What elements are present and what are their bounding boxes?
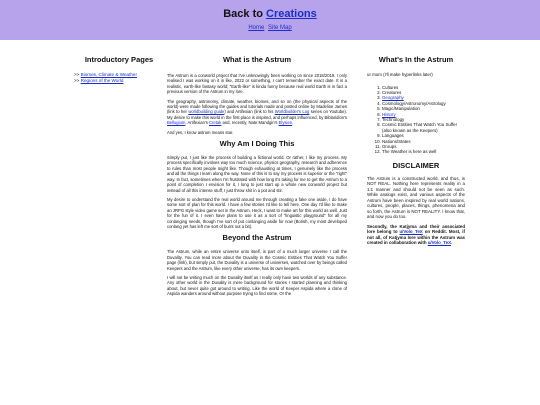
text: The geography, astronomy, climate, weather, biomes, and so on (the physical aspects of the world) were made following the guides and tutorials made and posted online by Madeline James (link to her xyxy=(167,98,347,115)
intro-pages-list xyxy=(74,72,164,84)
why-heading: Why Am I Doing This xyxy=(219,139,295,149)
text: . xyxy=(451,240,453,246)
paragraph: The Astrum is a conworld project that I've unknowingly been working on since 2018/2019. I only realised I was working on it in like, 2022 or something, I can't remember the exact date. It is a realistic, earth-like fantasy world; "Earth-like" is kinda funny because real world Earth is in fact a previous version of the Astrum in my lore. xyxy=(167,73,347,95)
worldbuilding-guide-link[interactable]: worldbuilding guide xyxy=(188,109,225,115)
list-item: 4. Cosmology/Astronomy/Astrology xyxy=(382,101,465,106)
intro-page-prefix: >> xyxy=(74,72,81,77)
right-sidebar xyxy=(367,55,465,250)
header-title-prefix: Back to xyxy=(223,8,267,20)
paragraph: Simply put, I just like the process of building a fictional world. Or rather, I like my process. My process specifically involves way too much science, physics geography, research and adherence to rules than most people might like. Though exhausting at times, I genuinely like the process and all the things I learn along the way. None of this is to say my process is superior or the "right" way. In fact, sometimes when I'm frustrated with how long it's taking for me to get the Astrum to a point of completion I envision for it, I long to just start up a whole new conworld project but instead of all this intense stuff, I just throw shit in a pot and stir. xyxy=(167,155,347,193)
paragraph: My desire to understand the real world around me through creating a fake one aside, I do have some sort of plan for this world. I have a few stories I'd like to tell here. One day I'd like to make an JRPG style video game set in the Astrum. Heck, I want to make art for this world as well. Just for the fun of it. I even have plans to use it as a sort of "linguistic playground" for all my conlanging needs, though I've sort of put conlanging aside for now (Borish, my most developed conlang yet has left me sort of burnt out a bit). xyxy=(167,196,347,229)
contents-heading: What's In the Astrum xyxy=(378,55,454,64)
text: , Artifexian's xyxy=(185,120,209,126)
intro-page-item xyxy=(74,78,164,84)
header-banner xyxy=(0,0,540,40)
biomes-link[interactable]: Biomes, Climate & Weather xyxy=(80,72,137,77)
list-item: 12. The Weather is here as well xyxy=(382,149,465,154)
paragraph-inspirations xyxy=(167,99,347,126)
text: series on Youtube). My desire to make this world in the first place is inspired, and perhaps influenced, by Biblaridion's xyxy=(167,109,347,120)
list-item: 11. Groups xyxy=(382,144,465,149)
contents-list xyxy=(367,85,465,155)
home-link[interactable]: Home xyxy=(248,25,265,31)
disclaimer-heading: DISCLAIMER xyxy=(392,160,440,170)
text: ) and Artifexian (link to his xyxy=(224,109,275,115)
list-item: 9. Languages xyxy=(382,133,465,138)
list-item: 8. Cosmic Entities That Watch You Suffer (also known as the Keepers) xyxy=(382,122,465,133)
site-map-link[interactable]: Site Map xyxy=(268,25,292,31)
main-content xyxy=(167,55,347,301)
header-nav xyxy=(0,24,540,32)
text: . xyxy=(292,120,294,126)
text: Secondly, the Katjyma and their associated lore belong to xyxy=(367,223,465,235)
disclaimer-paragraph: The Astrum is a constructed world, and thus, is NOT REAL. Nothing here represents reality in a 1:1 manner and should not be seen as such. While analogs exist, and various aspects of the Astrum have been inspired by real world nations, cultures, people, places, things, phenomena and so forth, the Astrum is NOT REALITY. I know that, and now you do too. xyxy=(367,175,465,220)
elysien-link[interactable]: Elysien xyxy=(278,120,293,126)
paragraph: I will not be writing much on the Duvality itself as I really only have two worlds of any substance. Any other world in the Duvality is mere background for stories I started planning and thinking about, but never quite got around to writing. Like the world of Keeper Aspida where a clone of Aspida wanders around without purpose trying to find some. Or the xyxy=(167,274,347,297)
paragraph: The Astrum, while an entire universe unto itself, is part of a much larger universe I call the Duvality. You can read more about the Duvality in the Cosmic Entities That Watch You Suffer page (link), but simply put, the Duvality is a universe of universes, watched over by beings called Keepers and the Astrum, like every other universe, has its own keepers. xyxy=(167,249,347,271)
left-sidebar xyxy=(74,55,164,84)
history-link[interactable]: History xyxy=(382,111,396,117)
intro-page-prefix: >> xyxy=(74,78,81,83)
text: and, recently, Nate Mandgin's xyxy=(221,120,279,126)
list-item: 1. Cultures xyxy=(382,85,465,90)
beyond-heading: Beyond the Astrum xyxy=(222,233,292,243)
list-item: 7. Technology xyxy=(382,117,465,122)
disclaimer-credit xyxy=(367,224,465,246)
geography-link[interactable]: Geography xyxy=(382,95,404,101)
volo-tex-link[interactable]: u/Volo_TeX xyxy=(399,229,423,235)
paragraph: And yes, I know astrum means star. xyxy=(167,129,234,135)
regions-link[interactable]: Regions of the World xyxy=(80,78,124,83)
cretak-link[interactable]: Cretak xyxy=(209,120,222,126)
bellugium-link[interactable]: Bellugium xyxy=(167,120,186,126)
contents-intro: ur mom (I'll make hyperlinks later) xyxy=(367,72,433,77)
text: on Reddit. Most, if not all, of Katjyma lore within the Astrum was created in collaboration with xyxy=(367,229,465,246)
intro-pages-heading: Introductory Pages xyxy=(84,55,154,64)
what-is-astrum-heading: What is the Astrum xyxy=(222,55,292,64)
list-item: 5. Magic/Manipulation xyxy=(382,106,465,111)
list-item: 2. Creatures xyxy=(382,90,465,95)
header-title xyxy=(0,8,540,21)
worldbuilders-log-link[interactable]: Worldbuilder's Log xyxy=(274,109,310,115)
creations-link[interactable]: Creations xyxy=(266,8,317,20)
volo-tex-link[interactable]: u/Volo_TeX xyxy=(427,240,452,246)
list-item: 10. Nations/States xyxy=(382,139,465,144)
